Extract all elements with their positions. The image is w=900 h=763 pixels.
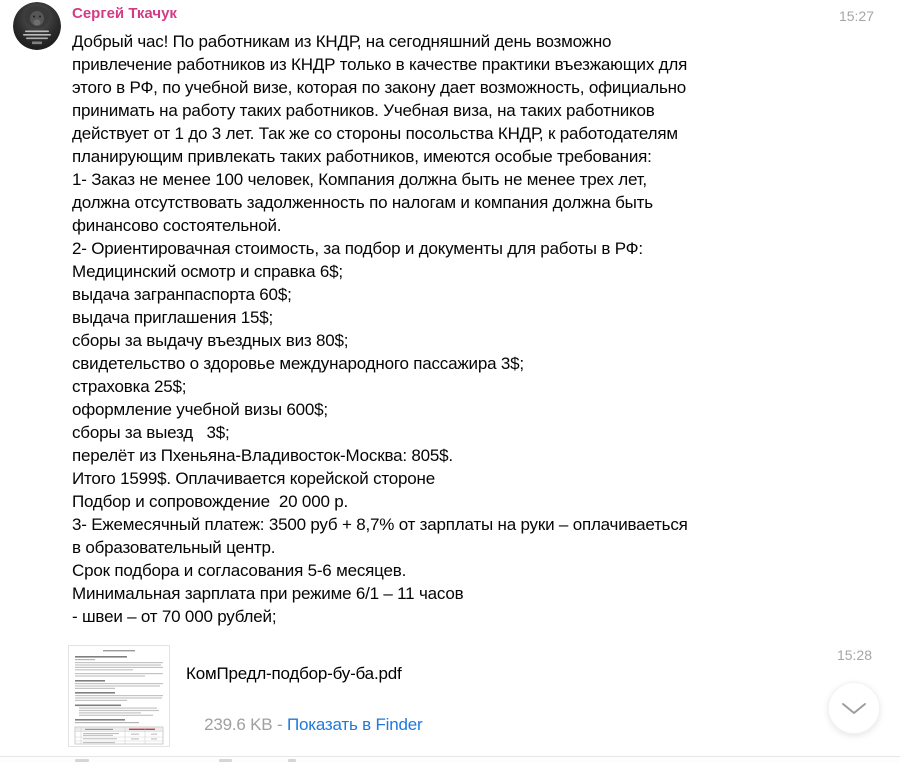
message-line: 3- Ежемесячный платеж: 3500 руб + 8,7% от зарплаты на руки – оплачиваеться bbox=[72, 515, 688, 534]
message-line: Подбор и сопровождение 20 000 р. bbox=[72, 492, 349, 511]
attachment-timestamp: 15:28 bbox=[836, 647, 872, 663]
sender-name[interactable]: Сергей Ткачук bbox=[72, 5, 177, 22]
message-line: этого в РФ, по учебной визе, которая по закону дает возможность, официально bbox=[72, 78, 687, 97]
message-line: Добрый час! По работникам из КНДР, на сегодняшний день возможно bbox=[72, 32, 612, 51]
cutoff-text-fragment bbox=[288, 759, 296, 762]
message-line: свидетельство о здоровье международного пассажира 3$; bbox=[72, 354, 524, 373]
cutoff-text-fragment bbox=[75, 759, 89, 762]
message-line: страховка 25$; bbox=[72, 377, 187, 396]
message-line: выдача загранпаспорта 60$; bbox=[72, 285, 292, 304]
message-line: должна отсутствовать задолженность по налогам и компания должна быть bbox=[72, 193, 653, 212]
file-size: 239.6 KB bbox=[204, 715, 273, 734]
message-line: оформление учебной визы 600$; bbox=[72, 400, 328, 419]
file-meta-separator: - bbox=[272, 715, 287, 734]
message-line: финансово состоятельной. bbox=[72, 216, 282, 235]
show-in-finder-link[interactable]: Показать в Finder bbox=[286, 715, 423, 734]
message-line: сборы за выезд 3$; bbox=[72, 423, 230, 442]
message-line: выдача приглашения 15$; bbox=[72, 308, 274, 327]
scroll-to-bottom-button[interactable] bbox=[828, 682, 880, 734]
next-row-cutoff bbox=[0, 757, 900, 763]
message-line: планирующим привлекать таких работников, имеются особые требования: bbox=[72, 147, 652, 166]
message-line: - швеи – от 70 000 рублей; bbox=[72, 607, 277, 626]
message-line: Срок подбора и согласования 5-6 месяцев. bbox=[72, 561, 407, 580]
message-line: действует от 1 до 3 лет. Так же со стороны посольства КНДР, к работодателям bbox=[72, 124, 678, 143]
message-line: Минимальная зарплата при режиме 6/1 – 11 часов bbox=[72, 584, 464, 603]
message-line: в образовательный центр. bbox=[72, 538, 276, 557]
pdf-thumbnail[interactable] bbox=[68, 645, 170, 747]
message-line: привлечение работников из КНДР только в качестве практики въезжающих для bbox=[72, 55, 688, 74]
pdf-preview-image bbox=[69, 646, 169, 746]
message-line: перелёт из Пхеньяна-Владивосток-Москва: 805$. bbox=[72, 446, 453, 465]
message-line: принимать на работу таких работников. Учебная виза, на таких работников bbox=[72, 101, 655, 120]
message-line: Медицинский осмотр и справка 6$; bbox=[72, 262, 343, 281]
file-meta bbox=[186, 695, 422, 755]
message-line: Итого 1599$. Оплачивается корейской стороне bbox=[72, 469, 435, 488]
message-timestamp: 15:27 bbox=[838, 8, 874, 24]
lion-avatar-image bbox=[13, 2, 61, 50]
chevron-down-icon bbox=[841, 702, 867, 715]
avatar[interactable] bbox=[13, 2, 61, 50]
message-line: сборы за выдачу въездных виз 80$; bbox=[72, 331, 349, 350]
file-name[interactable]: КомПредл-подбор-бу-ба.pdf bbox=[186, 664, 402, 683]
cutoff-text-fragment bbox=[219, 759, 232, 762]
message-line: 1- Заказ не менее 100 человек, Компания должна быть не менее трех лет, bbox=[72, 170, 647, 189]
message-text bbox=[72, 30, 892, 628]
message-line: 2- Ориентировачная стоимость, за подбор и документы для работы в РФ: bbox=[72, 239, 643, 258]
